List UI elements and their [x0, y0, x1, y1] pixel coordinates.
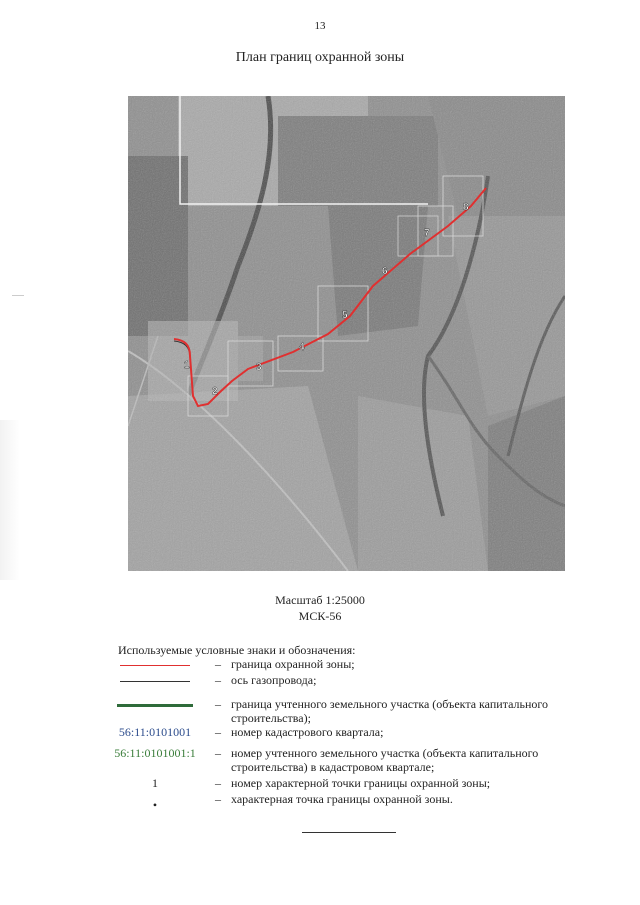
- point-label-6: 6: [382, 266, 388, 277]
- map-svg: [128, 96, 565, 571]
- bottom-rule: [302, 832, 396, 833]
- point-label-2: 2: [212, 386, 218, 397]
- map-scale: [0, 592, 640, 624]
- point-label-8: 8: [463, 202, 469, 213]
- legend-symbol-red-line: [105, 657, 205, 671]
- page-title: План границ охранной зоны: [235, 50, 405, 65]
- satellite-map: [128, 96, 565, 571]
- point-label-4: 4: [299, 342, 305, 353]
- page-number: 13: [314, 20, 326, 32]
- legend-symbol-point-number: 1: [152, 776, 158, 790]
- point-label-5: 5: [342, 310, 348, 321]
- margin-shadow: [0, 420, 20, 580]
- point-label-3: 3: [256, 362, 262, 373]
- legend-symbol-cadastral-quarter: 56:11:0101001: [118, 725, 192, 739]
- point-label-7: 7: [424, 228, 430, 239]
- scale-text: Масштаб 1:25000: [275, 593, 365, 607]
- edge-mark: [12, 295, 24, 296]
- legend-title: Используемые условные знаки и обозначения:: [118, 643, 356, 657]
- crs-text: МСК-56: [298, 609, 342, 623]
- legend-symbol-parcel-number: 56:11:0101001:1: [114, 746, 196, 760]
- legend-symbol-green-line: [105, 697, 205, 711]
- map-texture: [128, 96, 565, 571]
- legend-symbol-black-line: [105, 673, 205, 687]
- point-label-1: 1: [184, 360, 190, 371]
- legend-symbol-point: •: [152, 798, 158, 812]
